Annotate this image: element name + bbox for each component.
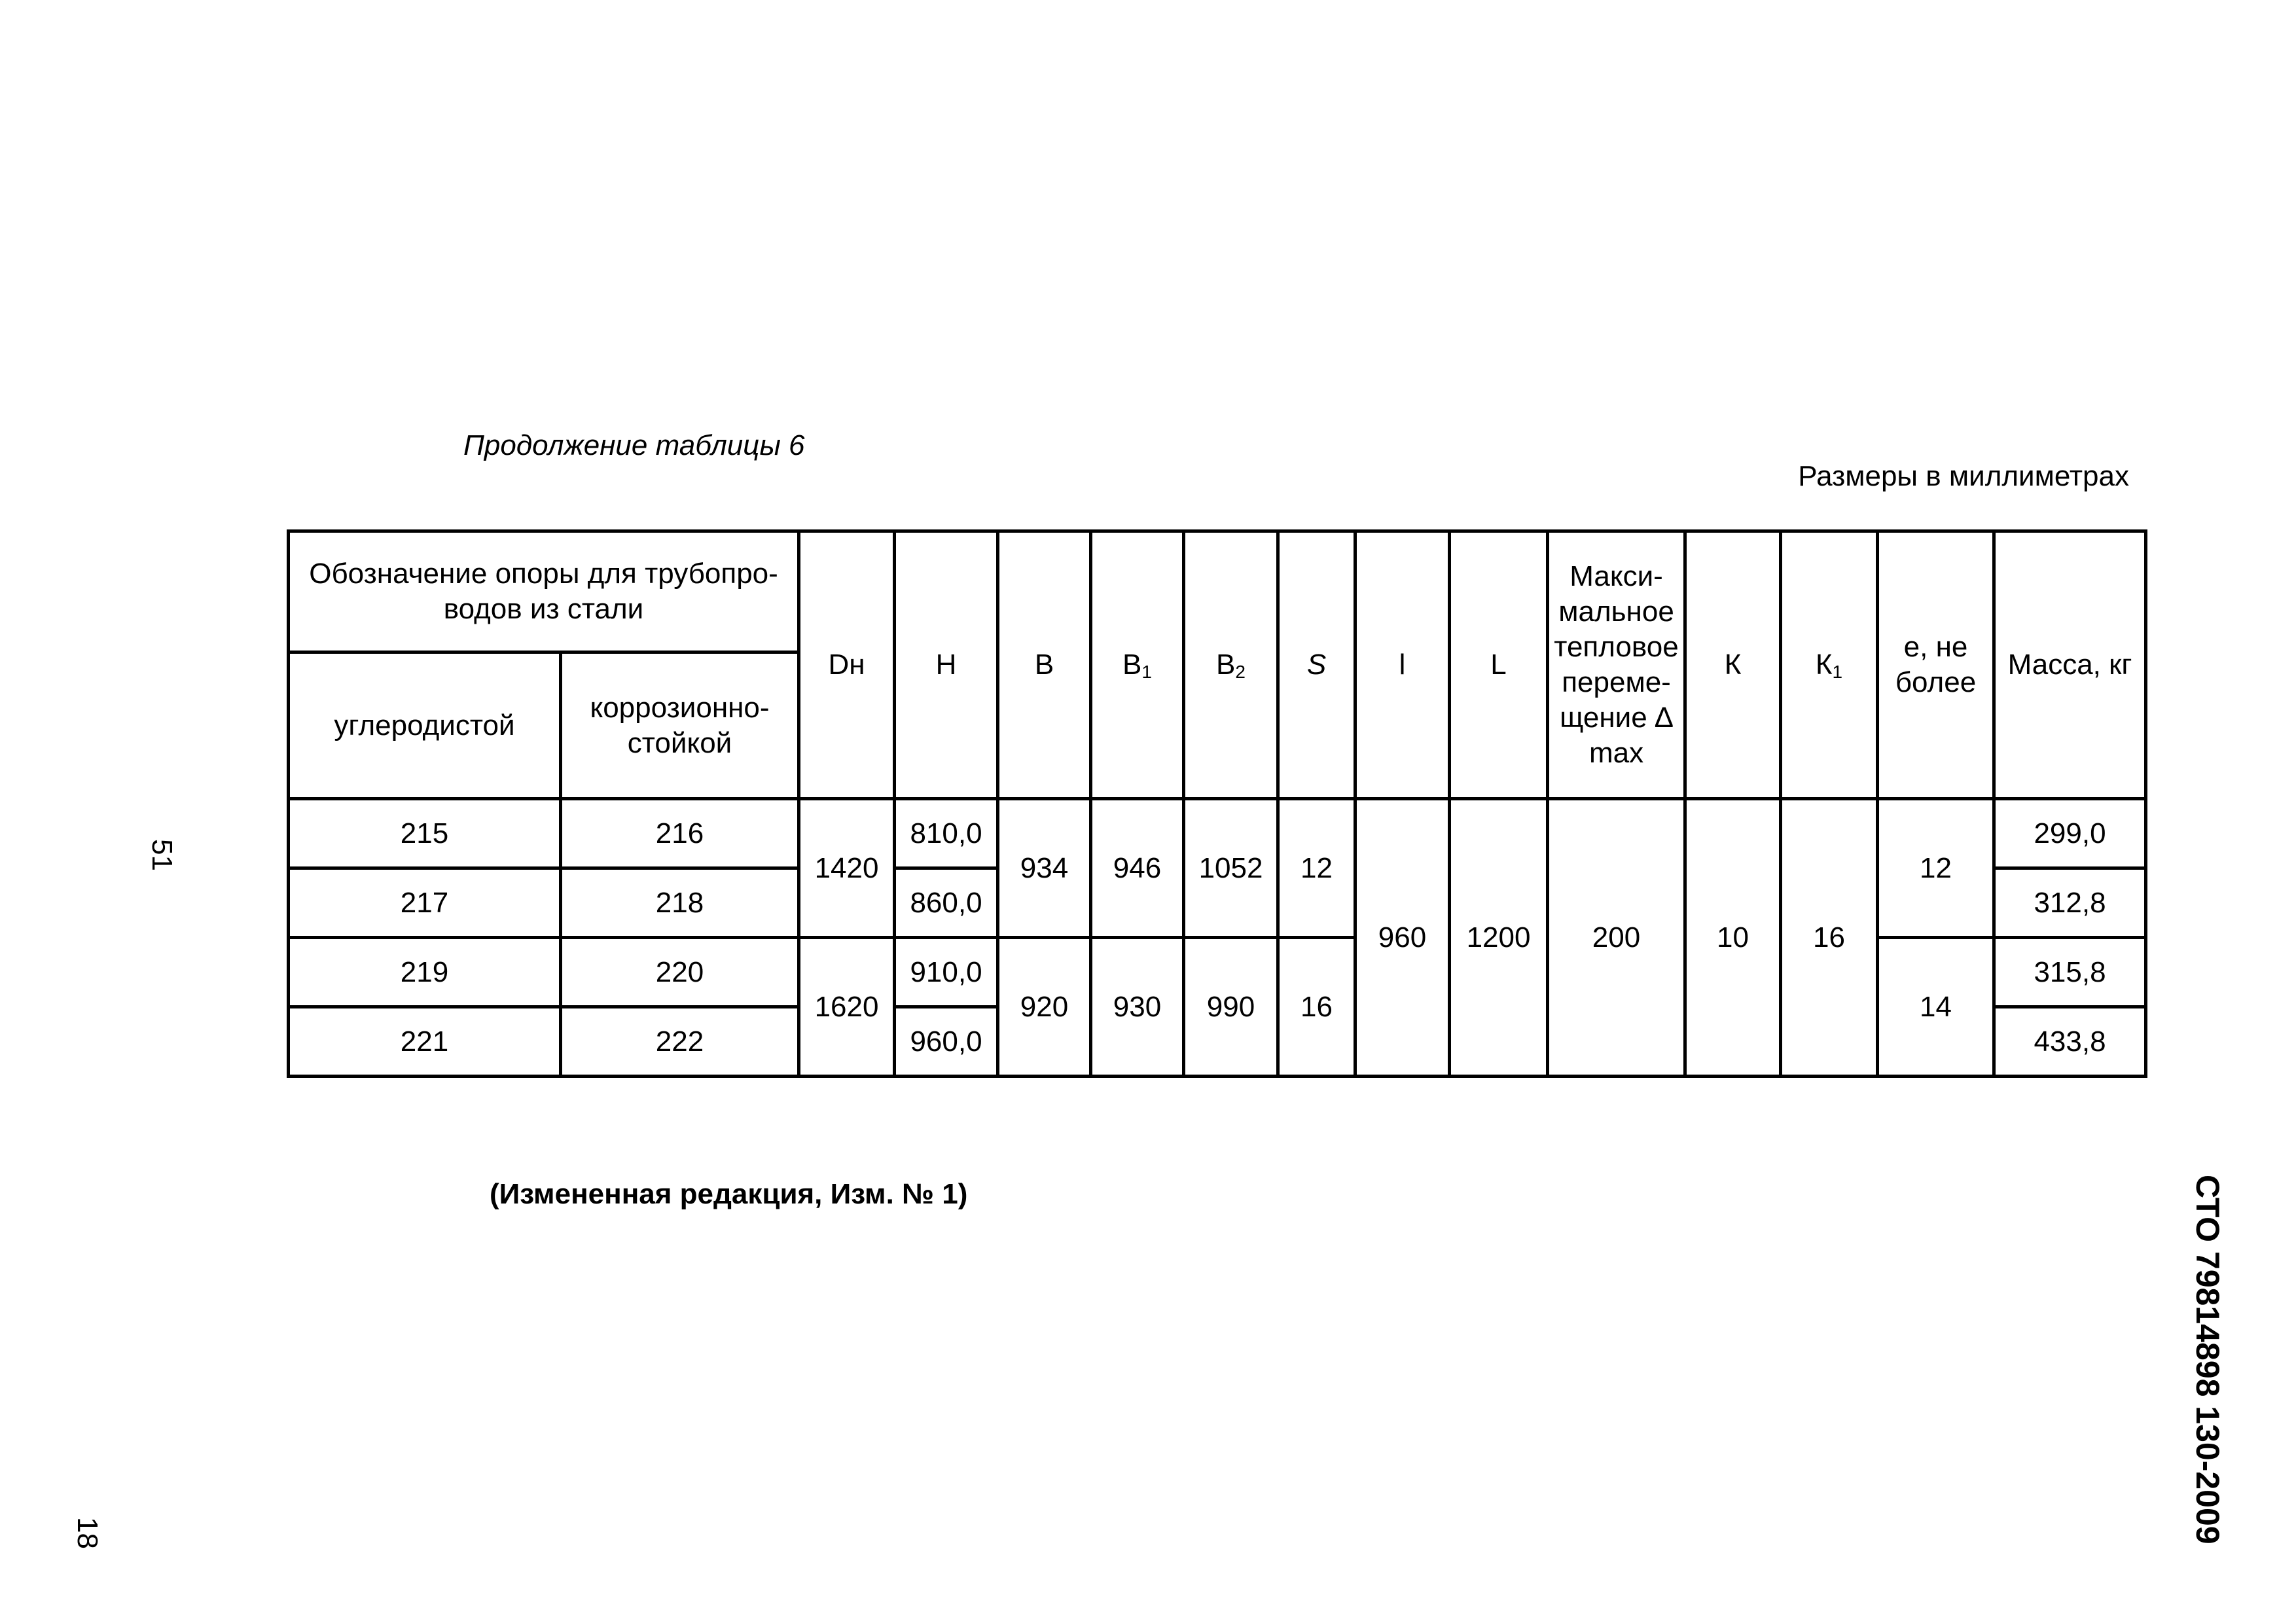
cell-l-big: 1200 [1450, 799, 1548, 1077]
amendment-note: (Измененная редакция, Изм. № 1) [490, 1178, 968, 1210]
cell-e: 14 [1878, 938, 1994, 1077]
header-dn: Dн [799, 531, 895, 799]
header-b2 [1184, 531, 1278, 799]
cell-mass: 433,8 [1994, 1007, 2146, 1077]
cell-k1: 16 [1781, 799, 1878, 1077]
cell-corrosion: 218 [561, 868, 799, 938]
cell-h: 810,0 [895, 799, 998, 868]
cell-b: 934 [998, 799, 1091, 938]
header-l-big: L [1450, 531, 1548, 799]
header-k1-subscript: 1 [1832, 662, 1843, 682]
cell-b1: 946 [1091, 799, 1184, 938]
header-k: К [1685, 531, 1781, 799]
cell-l-small: 960 [1355, 799, 1450, 1077]
cell-carbon: 221 [289, 1007, 561, 1077]
supports-table [287, 529, 2147, 1078]
header-k1-base: К [1815, 649, 1833, 681]
header-max-movement: Макси-мальное тепловое переме-щение ∆ max [1548, 531, 1685, 799]
header-e: e, не более [1878, 531, 1994, 799]
standard-code: СТО 79814898 130-2009 [2189, 1175, 2226, 1544]
cell-dn: 1620 [799, 938, 895, 1077]
page-number-top: 51 [146, 839, 178, 871]
cell-mass: 299,0 [1994, 799, 2146, 868]
cell-corrosion: 222 [561, 1007, 799, 1077]
header-b1-subscript: 1 [1141, 662, 1152, 682]
table-row [289, 799, 2146, 868]
header-b2-base: B [1216, 649, 1236, 681]
cell-h: 910,0 [895, 938, 998, 1007]
header-designation: Обозначение опоры для трубопро-водов из стали [289, 531, 799, 652]
cell-max-movement: 200 [1548, 799, 1685, 1077]
cell-b: 920 [998, 938, 1091, 1077]
cell-k: 10 [1685, 799, 1781, 1077]
cell-mass: 312,8 [1994, 868, 2146, 938]
header-h: H [895, 531, 998, 799]
cell-h: 860,0 [895, 868, 998, 938]
cell-carbon: 219 [289, 938, 561, 1007]
cell-b2: 990 [1184, 938, 1278, 1077]
header-s: S [1278, 531, 1355, 799]
header-mass: Масса, кг [1994, 531, 2146, 799]
cell-h: 960,0 [895, 1007, 998, 1077]
cell-s: 12 [1278, 799, 1355, 938]
cell-corrosion: 216 [561, 799, 799, 868]
cell-b1: 930 [1091, 938, 1184, 1077]
cell-s: 16 [1278, 938, 1355, 1077]
header-carbon-steel: углеродистой [289, 652, 561, 799]
units-note: Размеры в миллиметрах [1798, 460, 2129, 492]
header-b1 [1091, 531, 1184, 799]
cell-carbon: 215 [289, 799, 561, 868]
header-corrosion-resistant: коррозионно-стойкой [561, 652, 799, 799]
cell-b2: 1052 [1184, 799, 1278, 938]
cell-mass: 315,8 [1994, 938, 2146, 1007]
cell-e: 12 [1878, 799, 1994, 938]
table-caption: Продолжение таблицы 6 [463, 429, 805, 461]
header-b2-subscript: 2 [1235, 662, 1246, 682]
cell-carbon: 217 [289, 868, 561, 938]
cell-corrosion: 220 [561, 938, 799, 1007]
page-number-bottom: 18 [71, 1517, 103, 1549]
header-b: B [998, 531, 1091, 799]
header-b1-base: B [1122, 649, 1142, 681]
header-l-small: l [1355, 531, 1450, 799]
cell-dn: 1420 [799, 799, 895, 938]
header-k1 [1781, 531, 1878, 799]
